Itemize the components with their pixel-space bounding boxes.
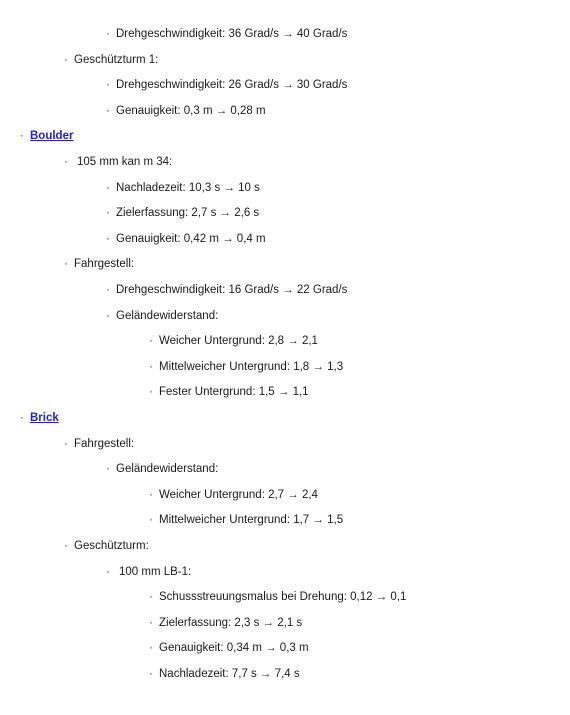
list-item-text: Fahrgestell: [74,258,135,271]
heading-link[interactable]: Boulder [30,130,74,143]
list-item [106,459,218,479]
list-item-text: Mittelweicher Untergrund: 1,8 → 1,3 [159,360,344,373]
bullet-icon: · [106,284,110,296]
bullet-icon: · [20,130,24,143]
list-item-text: Geländewiderstand: [116,309,219,322]
list-item-text: Weicher Untergrund: 2,7 → 2,4 [159,488,318,501]
list-item [64,50,158,70]
list-item-text: 100 mm LB-1: [119,565,192,578]
list-item-text: Zielerfassung: 2,7 s → 2,6 s [116,207,260,220]
list-item [106,101,266,121]
list-item-text: Weicher Untergrund: 2,8 → 2,1 [159,335,318,348]
list-item-text: Geschützturm: [74,540,149,552]
list-item [149,613,302,633]
bullet-icon: · [149,360,153,373]
bullet-icon: · [149,616,153,629]
bullet-icon: · [149,335,153,348]
bullet-icon: · [106,309,110,322]
list-item-text: Geschützturm 1: [74,53,159,66]
bullet-icon: · [64,53,68,66]
heading-link[interactable]: Brick [30,412,59,424]
list-item [149,485,318,505]
bullet-icon: · [106,232,110,245]
bullet-icon: · [64,156,68,168]
list-item-text: Drehgeschwindigkeit: 26 Grad/s → 30 Grad/s [116,79,348,92]
list-item-text: Nachladezeit: 10,3 s → 10 s [116,181,260,194]
bullet-icon: · [64,258,68,271]
bullet-icon: · [106,79,110,92]
bullet-icon: · [106,463,110,476]
bullet-icon: · [149,514,153,527]
list-item-text: 105 mm kan m 34: [77,156,173,168]
list-item [106,75,347,95]
list-item [64,254,134,274]
list-item-text: Schussstreuungsmalus bei Drehung: 0,12 → 0,1 [159,591,407,604]
list-item [106,306,218,326]
list-item-text: Geländewiderstand: [116,463,219,476]
bullet-icon: · [106,181,110,194]
bullet-icon: · [106,28,110,40]
bullet-icon: · [149,668,153,680]
list-item [149,638,309,658]
list-item-text: Genauigkeit: 0,34 m → 0,3 m [159,642,309,655]
bullet-icon: · [149,386,153,399]
bullet-icon: · [149,488,153,501]
list-item [106,203,259,223]
list-item [64,434,134,454]
list-item [106,280,347,300]
list-item [149,331,318,351]
bullet-icon: · [64,437,68,450]
list-item [64,536,149,556]
list-item-text: Fester Untergrund: 1,5 → 1,1 [159,386,309,399]
list-item-text: Genauigkeit: 0,3 m → 0,28 m [116,104,266,117]
list-item [149,382,309,402]
bullet-icon: · [149,591,153,604]
list-item-text: Fahrgestell: [74,437,135,450]
list-item [64,152,172,172]
list-item-text: Zielerfassung: 2,3 s → 2,1 s [159,616,303,629]
list-item [106,229,266,249]
section-heading[interactable] [20,126,73,146]
bullet-icon: · [64,540,68,552]
bullet-icon: · [106,104,110,117]
section-heading[interactable] [20,408,59,428]
list-item-text: Drehgeschwindigkeit: 16 Grad/s → 22 Grad/s [116,284,348,296]
list-item [149,357,343,377]
list-item [149,510,343,530]
list-item [149,587,406,607]
list-item-text: Drehgeschwindigkeit: 36 Grad/s → 40 Grad/s [116,28,348,40]
list-item [106,562,191,582]
list-item [106,178,260,198]
list-item [149,664,300,684]
bullet-icon: · [20,412,24,424]
bullet-icon: · [106,565,110,578]
bullet-icon: · [106,207,110,220]
list-item-text: Nachladezeit: 7,7 s → 7,4 s [159,668,300,680]
bullet-icon: · [149,642,153,655]
list-item-text: Genauigkeit: 0,42 m → 0,4 m [116,232,266,245]
list-item-text: Mittelweicher Untergrund: 1,7 → 1,5 [159,514,344,527]
list-item [106,24,347,44]
